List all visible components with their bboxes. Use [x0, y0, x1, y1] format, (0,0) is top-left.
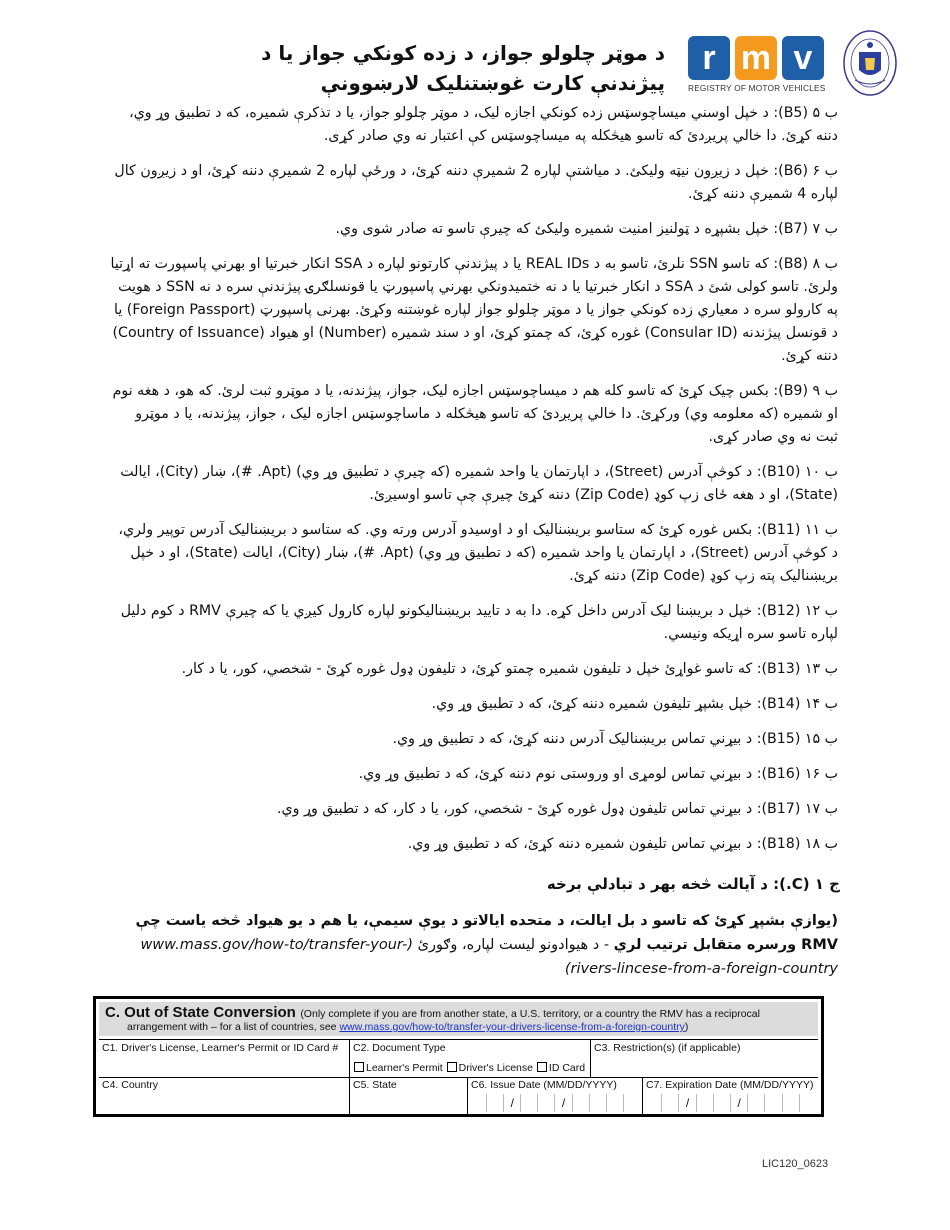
- form-header: [99, 1002, 818, 1036]
- rmv-logo: [688, 36, 826, 96]
- field-c6-issue-date[interactable]: [467, 1077, 642, 1114]
- instruction-b8: ب ۸ (B8): که تاسو SSN نلرئ، تاسو به د REAL IDs یا د پیژندنې کارتونو لپاره د SSA انکار خبرتیا او بهرني پاسپورت ته اړتیا ولرئ. تاسو کولی شئ د SSA د انکار خبرتیا یا د نه ختمیدونکي بهرني پاسپورټ یا قونسلګرۍ پیژندنې سره د نه SSN د هویت په کارولو سره د معیاري زده کونکي جواز یا د موټر چلولو جواز لپاره غوښتنه وکړئ. بهرنی پاسپورټ (Foreign Passport) یا د قونسل پیژندنه (Consular ID) غوره کړئ، که چمتو کړئ، او د سند شمیره (Number) او هیواد (Country of Issuance) دننه کړئ.: [110, 256, 838, 364]
- drivers-license-label: Driver's License: [458, 1062, 533, 1074]
- section-c-note-rest: - د هیوادونو لیست لپاره، وګورئ: [412, 937, 614, 953]
- section-c-note-url: (www.mass.gov/how-to/transfer-your-rivers-lincese-from-a-foreign-country): [140, 937, 838, 977]
- field-c5-state[interactable]: [349, 1077, 467, 1114]
- c2-label: C2. Document Type: [353, 1042, 446, 1054]
- instruction-b14: ب ۱۴ (B14): خپل بشپړ تلیفون شمیره دننه کړئ، که د تطبیق وړ وي.: [431, 696, 838, 712]
- section-c-note: [110, 909, 838, 981]
- instruction-b17: ب ۱۷ (B17): د بیړني تماس تلیفون ډول غوره کړئ - شخصي، کور، یا د کار، که د تطبیق وړ وي.: [277, 801, 838, 817]
- field-c1-license-number[interactable]: [99, 1040, 349, 1077]
- form-note-text: arrangement with – for a list of countries, see: [127, 1021, 337, 1033]
- form-row-1: [99, 1039, 818, 1078]
- c1-label: C1. Driver's License, Learner's Permit or ID Card #: [102, 1042, 339, 1054]
- field-c3-restrictions[interactable]: [590, 1040, 818, 1077]
- date-separator: /: [504, 1094, 521, 1112]
- c4-label: C4. Country: [102, 1079, 159, 1091]
- instruction-b18: ب ۱۸ (B18): د بیړني تماس تلیفون شمیره دننه کړئ، که د تطبیق وړ وي.: [407, 836, 838, 852]
- learners-permit-label: Learner's Permit: [366, 1062, 443, 1074]
- rmv-logo-letter-m: m: [735, 36, 777, 80]
- instruction-b11: ب ۱۱ (B11): بکس غوره کړئ که ستاسو بریښنالیک او د اوسیدو آدرس ورته وي. که ستاسو د بریښنالیک آدرس توپیر ولري، د کوڅې آدرس (Street)، د اپارتمان یا واحد شمیره (که د تطبیق وړ وي) (Apt. #)، ښار (City)، ایالت (State)، او د خپل بریښنالیک پته زپ کوډ (Zip Code) دننه کړئ.: [118, 522, 838, 584]
- out-of-state-conversion-form: [93, 996, 824, 1117]
- instructions-list: [110, 102, 838, 868]
- date-separator: /: [555, 1094, 572, 1112]
- instruction-b10: ب ۱۰ (B10): د کوڅې آدرس (Street)، د اپارتمان یا واحد شمیره (که چیرې د تطبیق وړ وي) (Apt. #)، ښار (City)، ایالت (State)، او د هغه ځای زپ کوډ (Zip Code) دننه کړئ چیرې چې تاسو اوسیږئ.: [120, 464, 838, 503]
- massachusetts-seal-icon: [843, 30, 897, 96]
- section-c-note-bold: (یوازې بشپړ کړئ که تاسو د بل ایالت، د متحده ایالاتو د یوې سیمې، یا هم د یو هیواد څخه یاست چې RMV ورسره متقابل ترتیب لري: [135, 913, 838, 953]
- form-code: LIC120_0623: [762, 1158, 829, 1170]
- instruction-b13: ب ۱۳ (B13): که تاسو غواړئ خپل د تلیفون شمیره چمتو کړئ، د تلیفون ډول غوره کړئ - شخصي، کور، یا د کار.: [181, 661, 838, 677]
- form-countries-link[interactable]: www.mass.gov/how-to/transfer-your-drivers-license-from-a-foreign-country: [339, 1021, 685, 1033]
- rmv-logo-letter-r: r: [688, 36, 730, 80]
- instruction-b15: ب ۱۵ (B15): د بیړني تماس بریښنالیک آدرس دننه کړئ، که د تطبیق وړ وي.: [392, 731, 838, 747]
- instruction-b9: ب ۹ (B9): بکس چیک کړئ که تاسو کله هم د میساچوسټس اجازه لیک، جواز، پیژندنه، یا د موټرو ثبت لرئ. که هو، د هغه نوم او شمیره (که معلومه وي) ورکړئ. دا خالي پریږدئ که تاسو هیڅکله د ماساچوسټس اجازه لیک ، جواز، پیژندنه، یا د موټرو ثبت نه وي صادر کړی.: [112, 383, 838, 445]
- drivers-license-checkbox[interactable]: [447, 1062, 457, 1072]
- rmv-logo-letter-v: v: [782, 36, 824, 80]
- instruction-b6: ب ۶ (B6): خپل د زیږون نیټه ولیکئ. د میاشتې لپاره 2 شمیرې دننه کړئ، د ورځې لپاره 2 شمیرې دننه کړئ، او د زیږون کال لپاره 4 شمیرې دننه کړئ.: [114, 163, 838, 202]
- date-separator: /: [679, 1094, 696, 1112]
- field-c2-document-type: [349, 1040, 590, 1077]
- c3-label: C3. Restriction(s) (if applicable): [594, 1042, 741, 1054]
- form-row-2: [99, 1077, 818, 1114]
- instruction-b7: ب ۷ (B7): خپل بشپړه د ټولنیز امنیت شمیره ولیکئ که چیرې تاسو ته صادر شوی وي.: [335, 221, 838, 237]
- form-note: (Only complete if you are from another state, a U.S. territory, or a country the RMV has a reciprocal: [300, 1008, 760, 1020]
- title-line-1: د موټر چلولو جواز، د زده کونکي جواز یا د: [261, 41, 665, 65]
- field-c4-country[interactable]: [99, 1077, 349, 1114]
- c7-label: C7. Expiration Date (MM/DD/YYYY): [646, 1079, 814, 1091]
- id-card-checkbox[interactable]: [537, 1062, 547, 1072]
- field-c7-expiration-date[interactable]: [642, 1077, 818, 1114]
- date-separator: /: [731, 1094, 748, 1112]
- c6-label: C6. Issue Date (MM/DD/YYYY): [471, 1079, 617, 1091]
- section-c-heading: ج ۱ (C.): د آیالت څخه بهر د تبادلې برخه: [546, 875, 840, 893]
- id-card-label: ID Card: [548, 1062, 586, 1074]
- instruction-b16: ب ۱۶ (B16): د بیړني تماس لومړی او وروستی نوم دننه کړئ، که د تطبیق وړ وي.: [358, 766, 838, 782]
- rmv-logo-subtitle: REGISTRY OF MOTOR VEHICLES: [688, 83, 826, 93]
- page-title: [205, 38, 665, 98]
- instruction-b5: ب ۵ (B5): د خپل اوسني میساچوسټس زده کونکي اجازه لیک، د موټر چلولو جواز، یا د تذکرې شمیره، که د تطبیق وړ وي، دننه کړئ. دا خالي پریږدئ که تاسو هیڅکله په میساچوسټس کې اعتبار نه وي صادر کړی.: [129, 105, 838, 144]
- form-note-end: ): [684, 1021, 689, 1033]
- issue-date-boxes: [470, 1094, 640, 1112]
- instruction-b12: ب ۱۲ (B12): خپل د بریښنا لیک آدرس داخل کړه. دا به د تایید بریښنالیکونو لپاره کارول کیږي یا که چیرې RMV د کوم دلیل لپاره تاسو سره اړیکه ونیسي.: [120, 603, 838, 642]
- c5-label: C5. State: [353, 1079, 397, 1091]
- form-note-line-2: [105, 1021, 812, 1033]
- form-title: C. Out of State Conversion: [105, 1004, 296, 1021]
- learners-permit-checkbox[interactable]: [354, 1062, 364, 1072]
- title-line-2: پیژندنې کارت غوښتنلیک لارښوونې: [320, 71, 665, 95]
- expiration-date-boxes: [645, 1094, 816, 1112]
- document-type-options: [353, 1062, 585, 1074]
